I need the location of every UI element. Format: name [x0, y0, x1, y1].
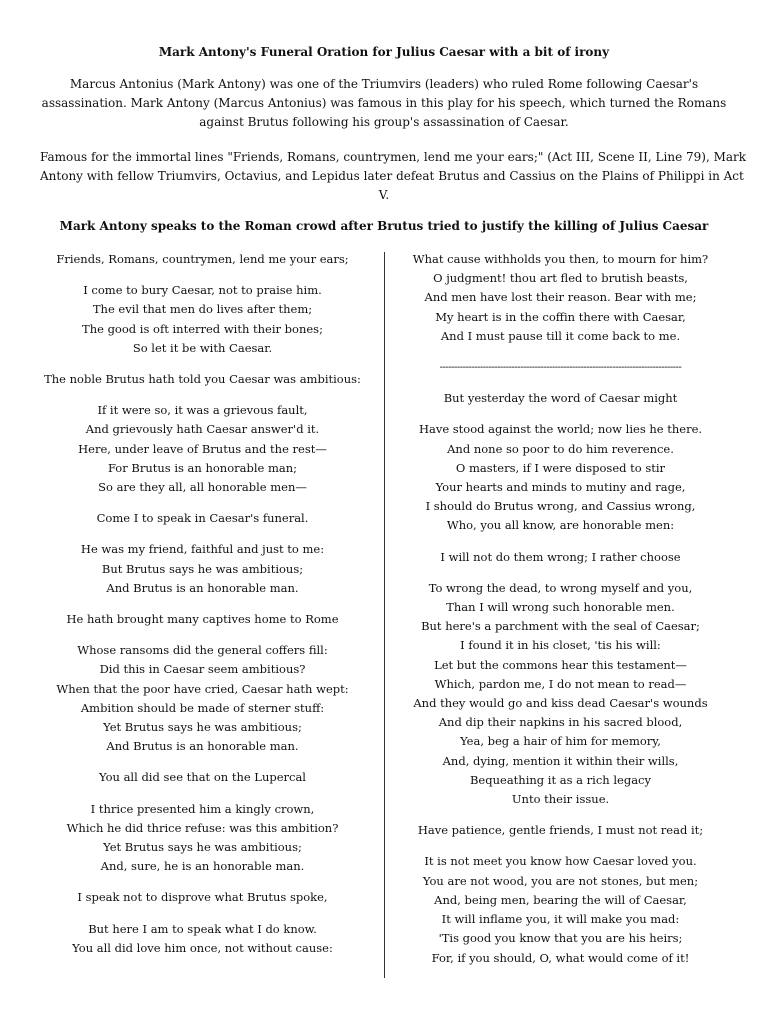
verse-line: Unto their issue. — [511, 792, 610, 807]
verse-line: But here I am to speak what I do know. — [88, 921, 317, 936]
stanza — [30, 250, 375, 269]
verse-line: You all did love him once, not without cause: — [72, 940, 333, 955]
verse-line: Ambition should be made of sterner stuff: — [80, 700, 325, 715]
stanza — [30, 888, 375, 907]
verse-line: And Brutus is an honorable man. — [106, 739, 299, 754]
intro-p1-line: assassination. Mark Antony (Marcus Antonius) was famous in this play for his speech, which turned the Romans — [41, 96, 727, 110]
verse-line: It is not meet you know how Caesar loved you. — [424, 854, 697, 869]
verse-line: I thrice presented him a kingly crown, — [90, 801, 315, 816]
verse-line: I come to bury Caesar, not to praise him. — [83, 283, 322, 298]
stanza — [30, 370, 375, 389]
stanza — [388, 821, 733, 840]
verse-line: Yet Brutus says he was ambitious; — [103, 840, 302, 855]
intro-p2-line: V. — [378, 188, 390, 202]
intro-paragraph-2 — [40, 148, 747, 205]
verse-line: But here's a parchment with the seal of Caesar; — [421, 619, 700, 634]
verse-line: When that the poor have cried, Caesar hath wept: — [56, 681, 349, 696]
verse-line: And grievously hath Caesar answer'd it. — [85, 422, 320, 437]
verse-line: He was my friend, faithful and just to me: — [80, 542, 325, 557]
verse-line: Have stood against the world; now lies he there. — [418, 422, 703, 437]
verse-line: But yesterday the word of Caesar might — [443, 391, 678, 406]
stanza — [388, 579, 733, 809]
verse-line: For, if you should, O, what would come of it! — [431, 950, 690, 965]
verse-line: O masters, if I were disposed to stir — [455, 460, 666, 475]
verse-line: So are they all, all honorable men— — [98, 480, 307, 495]
stanza — [30, 281, 375, 358]
stanza — [30, 401, 375, 497]
verse-line: For Brutus is an honorable man; — [107, 460, 298, 475]
verse-line: Whose ransoms did the general coffers fill: — [77, 643, 328, 658]
document-title: Mark Antony's Funeral Oration for Julius Caesar with a bit of irony — [158, 45, 610, 59]
verse-line: And none so poor to do him reverence. — [447, 441, 674, 456]
verse-line: Friends, Romans, countrymen, lend me your ears; — [56, 252, 349, 266]
verse-line: Which, pardon me, I do not mean to read— — [434, 676, 687, 691]
verse-line: And I must pause till it come back to me. — [440, 328, 681, 343]
verse-line: I speak not to disprove what Brutus spoke, — [77, 890, 328, 905]
stanza — [30, 540, 375, 598]
verse-line: Did this in Caesar seem ambitious? — [99, 662, 306, 677]
stanza — [30, 800, 375, 877]
verse-line: To wrong the dead, to wrong myself and you, — [428, 580, 693, 595]
verse-line: Here, under leave of Brutus and the rest— — [78, 441, 327, 456]
verse-line: 'Tis good you know that you are his heirs; — [438, 931, 683, 946]
intro-paragraph-1 — [40, 75, 728, 132]
verse-line: Which he did thrice refuse: was this ambition? — [66, 820, 339, 835]
intro-p2-line: Famous for the immortal lines "Friends, Romans, countrymen, lend me your ears;" (Act III, Scene II, Line 79), Mark — [40, 150, 747, 164]
stanza — [388, 548, 733, 567]
verse-line: Come I to speak in Caesar's funeral. — [96, 511, 309, 526]
section-subtitle: Mark Antony speaks to the Roman crowd after Brutus tried to justify the killing of Julius Caesar — [59, 219, 709, 233]
verse-line: And they would go and kiss dead Caesar's wounds — [413, 696, 708, 711]
verse-line: Who, you all know, are honorable men: — [446, 518, 675, 533]
stanza — [388, 389, 733, 408]
verse-line: Than I will wrong such honorable men. — [446, 600, 675, 615]
verse-line: Yea, beg a hair of him for memory, — [460, 734, 661, 749]
verse-line: He hath brought many captives home to Rome — [66, 612, 339, 627]
verse-line: Bequeathing it as a rich legacy — [469, 772, 651, 787]
verse-line: I should do Brutus wrong, and Cassius wrong, — [425, 499, 696, 514]
verse-line: O judgment! thou art fled to brutish beasts, — [433, 271, 688, 286]
verse-line: And dip their napkins in his sacred blood, — [438, 715, 683, 730]
verse-line: Your hearts and minds to mutiny and rage, — [435, 480, 686, 495]
verse-line: The noble Brutus hath told you Caesar was ambitious: — [44, 372, 361, 387]
verse-line: It will inflame you, it will make you mad: — [441, 912, 680, 927]
verse-line: Let but the commons hear this testament— — [434, 657, 687, 672]
left-column — [30, 250, 375, 970]
stanza — [30, 610, 375, 629]
stanza — [388, 420, 733, 535]
separator-line: ------------------------------------------------------------------------------------ — [439, 362, 682, 374]
verse-line: I found it in his closet, 'tis his will: — [460, 638, 661, 653]
verse-line: The evil that men do lives after them; — [92, 302, 313, 317]
column-divider — [384, 252, 385, 978]
stanza — [30, 641, 375, 756]
verse-line: You are not wood, you are not stones, but men; — [422, 873, 699, 888]
stanza — [30, 920, 375, 958]
stanza — [388, 250, 733, 346]
right-column — [388, 250, 733, 980]
verse-line: The good is oft interred with their bones; — [82, 321, 323, 336]
verse-line: Yet Brutus says he was ambitious; — [103, 720, 302, 735]
intro-p1-line: Marcus Antonius (Mark Antony) was one of the Triumvirs (leaders) who ruled Rome following Caesar's — [69, 77, 699, 91]
stanza — [388, 852, 733, 967]
verse-line: And men have lost their reason. Bear with me; — [424, 290, 697, 305]
verse-line: But Brutus says he was ambitious; — [101, 561, 304, 576]
verse-line: And, being men, bearing the will of Caesar, — [434, 892, 687, 907]
verse-line: And Brutus is an honorable man. — [106, 580, 299, 595]
verse-line: If it were so, it was a grievous fault, — [97, 403, 308, 418]
stanza — [30, 509, 375, 528]
stanza — [30, 768, 375, 787]
verse-line: And, sure, he is an honorable man. — [100, 859, 305, 874]
verse-line: My heart is in the coffin there with Caesar, — [435, 309, 686, 324]
verse-line: You all did see that on the Lupercal — [99, 770, 306, 785]
verse-line: So let it be with Caesar. — [132, 340, 273, 355]
intro-p2-line: Antony with fellow Triumvirs, Octavius, and Lepidus later defeat Brutus and Cassius on the Plains of Philippi in Act — [40, 169, 744, 183]
verse-line: And, dying, mention it within their wills, — [442, 753, 679, 768]
verse-line: Have patience, gentle friends, I must not read it; — [417, 823, 704, 838]
verse-line: I will not do them wrong; I rather choose — [440, 549, 681, 564]
intro-p1-line: against Brutus following his group's assassination of Caesar. — [199, 115, 569, 129]
verse-line: What cause withholds you then, to mourn for him? — [412, 252, 709, 266]
